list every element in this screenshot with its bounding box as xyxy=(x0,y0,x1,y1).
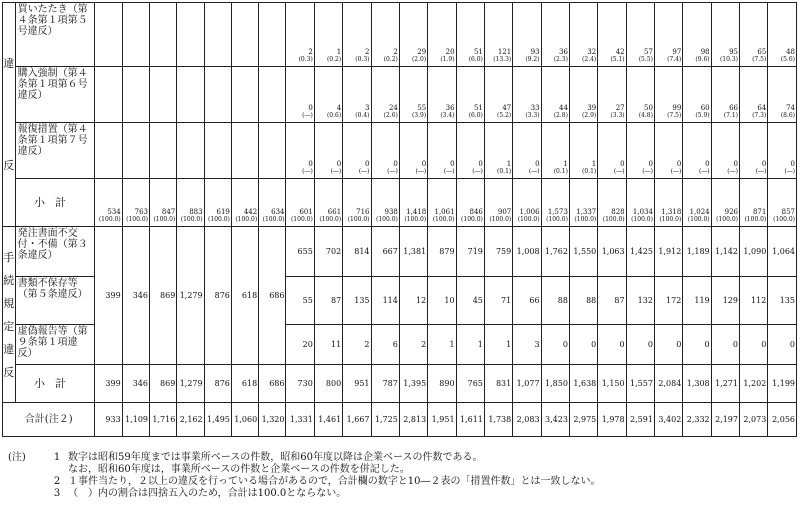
table-cell: 29 (2.0) xyxy=(399,3,427,67)
table-cell: 346 xyxy=(122,365,149,403)
table-cell: 702 xyxy=(314,227,342,277)
table-cell: 787 xyxy=(371,365,399,403)
table-cell: 66 xyxy=(513,277,541,325)
table-cell: 0 xyxy=(626,325,654,365)
table-cell: 890 xyxy=(428,365,456,403)
table-cell: 0 xyxy=(683,325,711,365)
table-cell: 93 (9.2) xyxy=(513,3,541,67)
table-cell: 51 (6.0) xyxy=(456,3,484,67)
table-cell: 0 (―) xyxy=(739,123,767,179)
table-cell xyxy=(177,123,204,179)
table-cell: 618 xyxy=(231,227,258,365)
table-cell: 1,425 xyxy=(626,227,654,277)
table-cell: 831 xyxy=(484,365,512,403)
table-cell xyxy=(95,3,122,67)
table-cell: 346 xyxy=(122,227,149,365)
table-cell: 48 (5.6) xyxy=(768,3,797,67)
table-cell: 1,951 xyxy=(428,403,456,437)
table-cell: 763 (100.0) xyxy=(122,179,149,227)
row-label-issuance: 発注書面不交付・不備（第３条違反） xyxy=(15,227,95,277)
table-cell: 2,162 xyxy=(177,403,204,437)
table-cell: 4 (0.6) xyxy=(314,67,342,123)
note-mark: (注) xyxy=(8,452,26,463)
footnotes xyxy=(8,452,798,500)
table-cell: 1,061 (100.0) xyxy=(428,179,456,227)
table-cell: 51 (6.0) xyxy=(456,67,484,123)
table-cell: 661 (100.0) xyxy=(314,179,342,227)
table-cell: 1,109 xyxy=(122,403,149,437)
table-cell: 1,308 xyxy=(683,365,711,403)
table-cell: 730 xyxy=(286,365,314,403)
table-cell: 1 (0.1) xyxy=(569,123,597,179)
table-cell xyxy=(259,67,286,123)
table-cell: 0 (―) xyxy=(768,123,797,179)
row-label-subtotal2: 小計 xyxy=(15,365,95,403)
table-cell: 1,716 xyxy=(150,403,177,437)
table-cell: 0 xyxy=(739,325,767,365)
table-cell: 1,279 xyxy=(177,365,204,403)
table-cell: 1,024 (100.0) xyxy=(683,179,711,227)
table-cell: 0 (―) xyxy=(314,123,342,179)
table-cell: 57 (5.5) xyxy=(626,3,654,67)
table-cell: 0 (―) xyxy=(399,123,427,179)
table-cell xyxy=(231,3,258,67)
table-cell: 534 (100.0) xyxy=(95,179,122,227)
table-cell xyxy=(177,3,204,67)
table-cell: 66 (7.1) xyxy=(711,67,739,123)
table-cell: 869 xyxy=(150,365,177,403)
table-cell: 601 (100.0) xyxy=(286,179,314,227)
table-cell: 951 xyxy=(343,365,371,403)
table-cell: 2 (0.3) xyxy=(343,3,371,67)
table-cell: 634 (100.0) xyxy=(259,179,286,227)
table-cell: 1 (0.1) xyxy=(484,123,512,179)
table-cell: 857 (100.0) xyxy=(768,179,797,227)
table-cell: 2,056 xyxy=(768,403,797,437)
table-cell: 655 xyxy=(286,227,314,277)
table-cell: 95 (10.3) xyxy=(711,3,739,67)
table-cell: 667 xyxy=(371,227,399,277)
table-cell: 1,008 xyxy=(513,227,541,277)
table-cell: 121 (13.3) xyxy=(484,3,512,67)
table-cell: 2,083 xyxy=(513,403,541,437)
row-label-retention: 書類不保存等（第５条違反） xyxy=(15,277,95,325)
table-cell: 0 xyxy=(569,325,597,365)
table-cell xyxy=(122,3,149,67)
table-cell: 1,189 xyxy=(683,227,711,277)
note-3 xyxy=(8,488,798,500)
table-cell: 1,762 xyxy=(541,227,569,277)
table-cell: 64 (7.3) xyxy=(739,67,767,123)
table-cell: 1,034 (100.0) xyxy=(626,179,654,227)
table-cell: 0 xyxy=(598,325,626,365)
table-cell: 1,495 xyxy=(204,403,231,437)
note-number: 1 xyxy=(53,452,61,463)
table-cell: 6 xyxy=(371,325,399,365)
table-cell: 846 (100.0) xyxy=(456,179,484,227)
table-cell: 97 (7.4) xyxy=(654,3,682,67)
table-cell: 0 (―) xyxy=(598,123,626,179)
table-cell: 1,320 xyxy=(259,403,286,437)
table-cell: 1,381 xyxy=(399,227,427,277)
table-cell: 871 (100.0) xyxy=(739,179,767,227)
table-cell: 114 xyxy=(371,277,399,325)
table-cell xyxy=(150,3,177,67)
table-cell: 2,084 xyxy=(654,365,682,403)
table-cell: 1 xyxy=(484,325,512,365)
row-buy xyxy=(3,3,797,67)
table-cell: 2 (0.3) xyxy=(286,3,314,67)
table-cell xyxy=(204,67,231,123)
table-cell: 1,331 xyxy=(286,403,314,437)
table-cell: 88 xyxy=(569,277,597,325)
table-cell: 1,611 xyxy=(456,403,484,437)
table-cell: 99 (7.5) xyxy=(654,67,682,123)
table-cell: 759 xyxy=(484,227,512,277)
table-cell: 0 xyxy=(654,325,682,365)
table-cell: 933 xyxy=(95,403,122,437)
table-cell: 12 xyxy=(399,277,427,325)
table-cell: 1,418 (100.0) xyxy=(399,179,427,227)
table-cell: 1,060 xyxy=(231,403,258,437)
table-cell: 87 xyxy=(314,277,342,325)
table-cell: 0 xyxy=(711,325,739,365)
table-cell: 74 (8.6) xyxy=(768,67,797,123)
table-cell: 619 (100.0) xyxy=(204,179,231,227)
table-cell: 1,573 (100.0) xyxy=(541,179,569,227)
table-cell: 800 xyxy=(314,365,342,403)
table-cell: 399 xyxy=(95,227,122,365)
table-cell: 1,557 xyxy=(626,365,654,403)
row-retaliation xyxy=(3,123,797,179)
row-label-total: 合計(注２) xyxy=(3,403,95,437)
table-cell xyxy=(231,123,258,179)
table-cell: 50 (4.8) xyxy=(626,67,654,123)
table-cell: 0 (―) xyxy=(428,123,456,179)
table-cell: 2,813 xyxy=(399,403,427,437)
table-cell: 1,077 xyxy=(513,365,541,403)
table-cell xyxy=(177,67,204,123)
table-cell: 0 (―) xyxy=(343,123,371,179)
table-cell xyxy=(259,123,286,179)
note-text: １事件当たり，２以上の違反を行っている場合があるので，合計欄の数字と10―２表の「措置件数」とは一致しない。 xyxy=(68,476,601,487)
table-cell: 2,975 xyxy=(569,403,597,437)
table-cell: 2 (0.2) xyxy=(371,3,399,67)
table-cell: 39 (2.9) xyxy=(569,67,597,123)
table-cell: 135 xyxy=(768,277,797,325)
table-cell: 907 (100.0) xyxy=(484,179,512,227)
table-cell: 1,738 xyxy=(484,403,512,437)
table-cell: 814 xyxy=(343,227,371,277)
table-cell: 36 (2.3) xyxy=(541,3,569,67)
table-cell: 828 (100.0) xyxy=(598,179,626,227)
table-cell: 1,271 xyxy=(711,365,739,403)
table-cell: 3 xyxy=(513,325,541,365)
table-cell xyxy=(204,123,231,179)
table-cell: 719 xyxy=(456,227,484,277)
note-number: 3 xyxy=(53,488,61,499)
table-cell xyxy=(150,123,177,179)
table-cell: 135 xyxy=(343,277,371,325)
table-cell: 2,197 xyxy=(711,403,739,437)
table-cell: 112 xyxy=(739,277,767,325)
table-cell: 0 (―) xyxy=(683,123,711,179)
table-cell: 879 xyxy=(428,227,456,277)
table-cell xyxy=(95,67,122,123)
table-cell: 1,202 xyxy=(739,365,767,403)
table-cell: 55 xyxy=(286,277,314,325)
table-cell: 926 (100.0) xyxy=(711,179,739,227)
table-cell: 1,978 xyxy=(598,403,626,437)
table-cell: 36 (3.4) xyxy=(428,67,456,123)
table-cell: 1 (0.2) xyxy=(314,3,342,67)
table-cell: 44 (2.8) xyxy=(541,67,569,123)
table-cell: 0 (―) xyxy=(654,123,682,179)
table-cell: 0 (―) xyxy=(286,67,314,123)
table-cell xyxy=(231,67,258,123)
note-text: （ ）内の割合は四捨五入のため，合計は100.0とならない。 xyxy=(68,488,347,499)
table-cell: 1,318 (100.0) xyxy=(654,179,682,227)
table-cell: 0 (―) xyxy=(626,123,654,179)
table-cell xyxy=(204,3,231,67)
table-cell xyxy=(122,123,149,179)
note-1 xyxy=(8,452,798,464)
table-cell: 618 xyxy=(231,365,258,403)
table-cell: 2 xyxy=(399,325,427,365)
table-cell: 1,395 xyxy=(399,365,427,403)
row-subtotal2 xyxy=(3,365,797,403)
row-subtotal1 xyxy=(3,179,797,227)
row-label-false-report: 虚偽報告等（第９条第１項違反） xyxy=(15,325,95,365)
table-cell: 172 xyxy=(654,277,682,325)
note-2 xyxy=(8,476,798,488)
table-cell: 45 xyxy=(456,277,484,325)
table-cell: 1,725 xyxy=(371,403,399,437)
table-cell: 399 xyxy=(95,365,122,403)
table-cell: 1,142 xyxy=(711,227,739,277)
table-cell: 71 xyxy=(484,277,512,325)
table-cell: 20 (1.9) xyxy=(428,3,456,67)
table-cell: 0 xyxy=(541,325,569,365)
table-cell: 883 (100.0) xyxy=(177,179,204,227)
table-cell xyxy=(150,67,177,123)
table-cell: 1,850 xyxy=(541,365,569,403)
table-cell: 27 (3.3) xyxy=(598,67,626,123)
row-issuance xyxy=(3,227,797,277)
violation-statistics-table xyxy=(2,2,797,437)
table-cell: 1,550 xyxy=(569,227,597,277)
table-cell: 10 xyxy=(428,277,456,325)
table-cell: 1,667 xyxy=(343,403,371,437)
table-cell: 0 xyxy=(768,325,797,365)
row-label-retaliation: 報復措置（第４条第１項第７号違反） xyxy=(15,123,95,179)
table-cell: 119 xyxy=(683,277,711,325)
note-number: 2 xyxy=(53,476,61,487)
table-cell: 20 xyxy=(286,325,314,365)
table-cell: 716 (100.0) xyxy=(343,179,371,227)
table-cell xyxy=(259,3,286,67)
table-cell: 1,006 (100.0) xyxy=(513,179,541,227)
table-cell: 47 (5.2) xyxy=(484,67,512,123)
table-cell: 98 (9.6) xyxy=(683,3,711,67)
table-cell: 876 xyxy=(204,365,231,403)
table-cell: 42 (5.1) xyxy=(598,3,626,67)
table-cell: 55 (3.9) xyxy=(399,67,427,123)
table-cell: 65 (7.5) xyxy=(739,3,767,67)
table-cell: 132 xyxy=(626,277,654,325)
table-cell: 1,337 (100.0) xyxy=(569,179,597,227)
table-cell: 60 (5.9) xyxy=(683,67,711,123)
table-cell: 3 (0.4) xyxy=(343,67,371,123)
table-cell: 129 xyxy=(711,277,739,325)
table-cell: 3,423 xyxy=(541,403,569,437)
table-cell: 1,461 xyxy=(314,403,342,437)
table-cell: 847 (100.0) xyxy=(150,179,177,227)
table-cell: 87 xyxy=(598,277,626,325)
table-cell: 88 xyxy=(541,277,569,325)
table-cell: 2,073 xyxy=(739,403,767,437)
row-label-subtotal1: 小計 xyxy=(15,179,95,227)
table-cell: 686 xyxy=(259,227,286,365)
note-text: なお，昭和60年度は，事業所ベースの件数と企業ベースの件数を併記した。 xyxy=(68,464,410,475)
table-cell: 0 (―) xyxy=(711,123,739,179)
row-total xyxy=(3,403,797,437)
table-cell: 0 (―) xyxy=(286,123,314,179)
row-label-buy: 買いたたき（第４条第１項第５号違反） xyxy=(15,3,95,67)
table-cell: 938 (100.0) xyxy=(371,179,399,227)
table-cell: 2 xyxy=(343,325,371,365)
table-cell: 32 (2.4) xyxy=(569,3,597,67)
table-cell: 765 xyxy=(456,365,484,403)
table-cell xyxy=(122,67,149,123)
table-cell: 24 (2.6) xyxy=(371,67,399,123)
procedure-section-label: 手続規定違反 xyxy=(3,227,16,403)
table-cell: 0 (―) xyxy=(456,123,484,179)
table-cell: 2,591 xyxy=(626,403,654,437)
violation-section-label: 違 反 xyxy=(3,3,16,227)
table-cell: 686 xyxy=(259,365,286,403)
table-cell: 1,199 xyxy=(768,365,797,403)
table-cell: 3,402 xyxy=(654,403,682,437)
table-cell: 1,150 xyxy=(598,365,626,403)
table-cell: 33 (3.3) xyxy=(513,67,541,123)
table-cell: 1 xyxy=(428,325,456,365)
table-cell: 876 xyxy=(204,227,231,365)
table-cell: 869 xyxy=(150,227,177,365)
table-cell: 1 (0.1) xyxy=(541,123,569,179)
table-cell: 11 xyxy=(314,325,342,365)
row-forced xyxy=(3,67,797,123)
table-cell: 442 (100.0) xyxy=(231,179,258,227)
note-text: 数字は昭和59年度までは事業所ベースの件数，昭和60年度以降は企業ベースの件数である。 xyxy=(68,452,483,463)
table-cell xyxy=(95,123,122,179)
table-cell: 0 (―) xyxy=(513,123,541,179)
row-label-forced: 購入強制（第４条第１項第６号違反） xyxy=(15,67,95,123)
table-cell: 1,912 xyxy=(654,227,682,277)
table-cell: 1,064 xyxy=(768,227,797,277)
table-cell: 1 xyxy=(456,325,484,365)
table-cell: 0 (―) xyxy=(371,123,399,179)
table-cell: 1,638 xyxy=(569,365,597,403)
table-cell: 2,332 xyxy=(683,403,711,437)
table-cell: 1,279 xyxy=(177,227,204,365)
table-cell: 1,063 xyxy=(598,227,626,277)
note-1b xyxy=(8,464,798,476)
table-cell: 1,090 xyxy=(739,227,767,277)
